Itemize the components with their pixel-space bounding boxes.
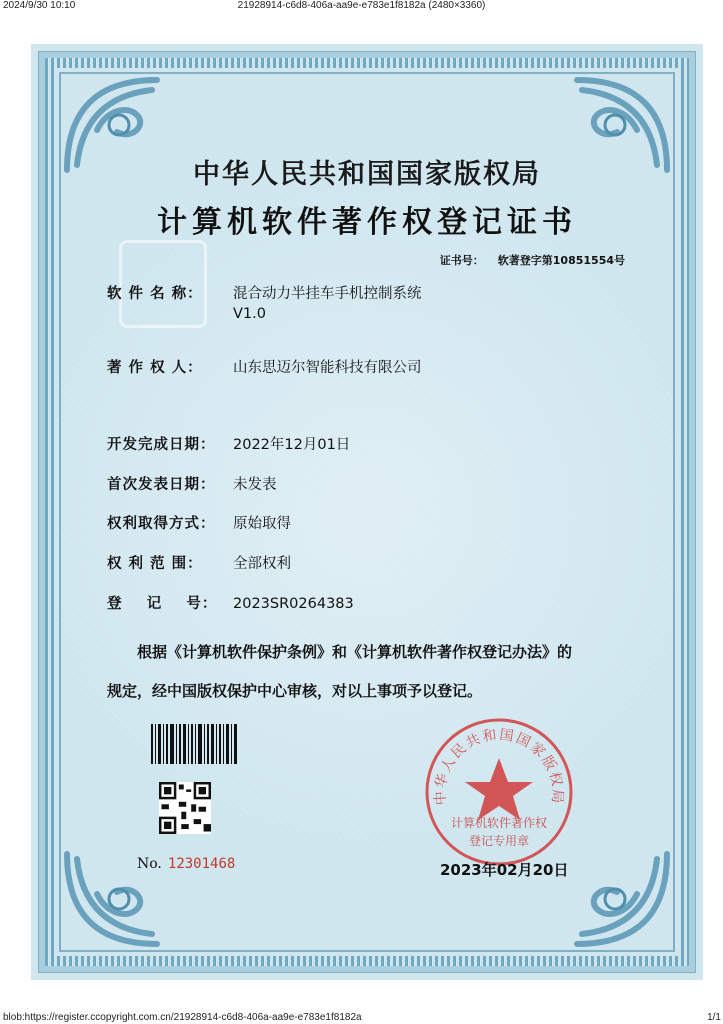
print-header (0, 0, 723, 14)
print-url: blob:https://register.ccopyright.com.cn/21928914-c6d8-406a-aa9e-e783e1f8182a (3, 1012, 362, 1023)
scope-value: 全部权利 (233, 556, 291, 572)
print-timestamp: 2024/9/30 10:10 (3, 0, 76, 11)
pub-date-value: 未发表 (233, 477, 277, 493)
qr-code-icon (159, 782, 211, 834)
print-footer (0, 1010, 723, 1024)
field-software-name (107, 284, 422, 322)
serial-value: 12301468 (167, 856, 236, 872)
owner-value: 山东思迈尔智能科技有限公司 (233, 360, 422, 376)
field-acquisition (107, 514, 291, 534)
field-label: 软 件 名 称： (107, 286, 203, 302)
field-label: 首次发表日期： (107, 477, 216, 493)
field-owner (107, 358, 422, 378)
field-pub-date (107, 475, 277, 495)
software-name-value: 混合动力半挂车手机控制系统 (233, 286, 422, 302)
print-page-number: 1/1 (707, 1012, 721, 1023)
field-reg-no (107, 594, 354, 614)
certificate-number (440, 252, 625, 268)
stamp-ring-text: 中华人民共和国国家版权局 (432, 726, 566, 806)
field-dev-date (107, 435, 351, 455)
field-label: 权利取得方式： (107, 516, 216, 532)
barcode-icon (151, 724, 237, 764)
issuer-title: 中华人民共和国国家版权局 (193, 159, 541, 190)
serial-label: No. (137, 856, 162, 872)
field-label: 登 记 号： (107, 596, 218, 612)
certificate-title: 计算机软件著作权登记证书 (157, 205, 577, 240)
stamp-star-icon (465, 758, 533, 820)
field-label: 开发完成日期： (107, 437, 216, 453)
field-label: 权 利 范 围： (107, 556, 203, 572)
certificate-number-label: 证书号： (439, 254, 484, 267)
stamp-line1: 计算机软件著作权 (450, 816, 547, 830)
field-label: 著 作 权 人： (107, 360, 203, 376)
field-scope (107, 554, 291, 574)
acquisition-value: 原始取得 (233, 516, 291, 532)
certificate-number-value: 软著登字第10851554号 (497, 254, 625, 267)
print-document-title: 21928914-c6d8-406a-aa9e-e783e1f8182a (2480×3360) (237, 0, 486, 11)
legal-paragraph-line1: 根据《计算机软件保护条例》和《计算机软件著作权登记办法》的 (137, 643, 573, 661)
reg-no-value: 2023SR0264383 (233, 596, 354, 612)
software-version-value: V1.0 (233, 306, 266, 322)
stamp-line2: 登记专用章 (468, 834, 529, 848)
dev-date-value: 2022年12月01日 (233, 437, 351, 453)
legal-paragraph-line2: 规定，经中国版权保护中心审核，对以上事项予以登记。 (107, 682, 483, 700)
serial-number (137, 856, 235, 872)
certificate (31, 44, 703, 980)
issue-date: 2023年02月20日 (440, 861, 569, 879)
